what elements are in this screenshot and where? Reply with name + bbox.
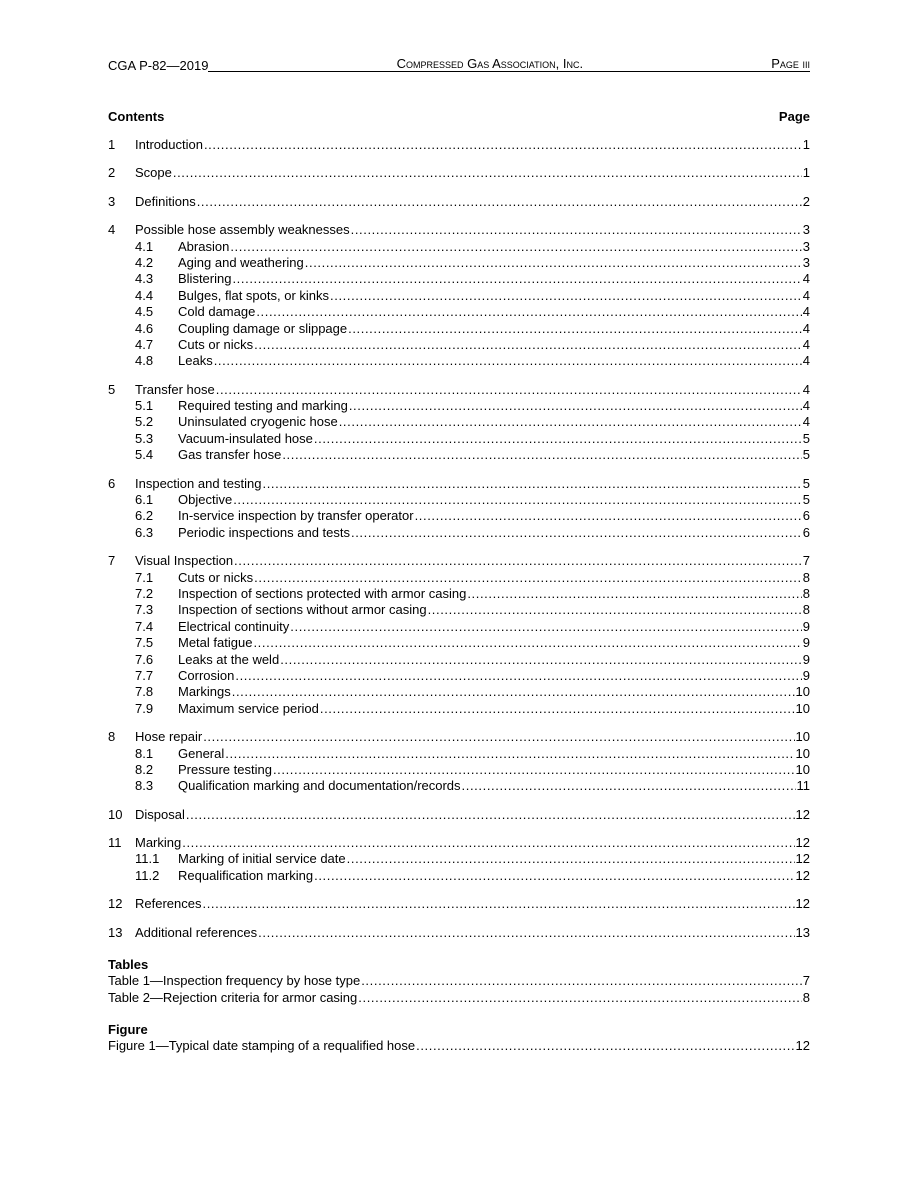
toc-dot-leader <box>280 652 802 668</box>
toc-dot-leader <box>290 619 801 635</box>
tables-heading: Tables <box>108 957 149 972</box>
toc-entry[interactable] <box>108 835 810 851</box>
toc-entry-number: 6.2 <box>135 508 154 524</box>
toc-subentry[interactable] <box>108 684 810 700</box>
toc-entry-title: Marking of initial service date <box>178 851 346 867</box>
contents-title: Contents <box>108 109 165 124</box>
toc-entry-number: 8.1 <box>135 745 154 761</box>
toc-dot-leader <box>234 553 802 569</box>
toc-entry-number: 8 <box>108 729 116 745</box>
contents-heading <box>108 109 810 125</box>
toc-entry[interactable] <box>108 194 810 210</box>
toc-dot-leader <box>428 602 802 618</box>
table-of-contents <box>108 137 810 953</box>
toc-entry[interactable] <box>108 476 810 492</box>
toc-entry-number: 5.1 <box>135 398 154 414</box>
toc-entry-title: Electrical continuity <box>178 618 290 634</box>
figures-heading: Figure <box>108 1022 148 1037</box>
toc-entry-page: 10 <box>795 700 810 716</box>
toc-entry-number: 13 <box>108 924 123 940</box>
toc-dot-leader <box>314 868 794 884</box>
toc-entry-number: 10 <box>108 806 123 822</box>
toc-entry-page: 6 <box>802 524 810 540</box>
toc-entry-title: Objective <box>178 492 233 508</box>
toc-subentry[interactable] <box>108 778 810 794</box>
toc-entry-title: Inspection of sections protected with armor casing <box>178 585 467 601</box>
toc-dot-leader <box>351 222 802 238</box>
toc-entry-title: Figure 1—Typical date stamping of a requalified hose <box>108 1038 416 1054</box>
table-list-entry[interactable] <box>108 973 810 989</box>
toc-section-10 <box>108 807 810 823</box>
toc-subentry[interactable] <box>108 447 810 463</box>
toc-subentry[interactable] <box>108 701 810 717</box>
toc-entry-page: 4 <box>802 353 810 369</box>
toc-entry-title: References <box>135 896 202 912</box>
toc-entry[interactable] <box>108 925 810 941</box>
toc-entry-page: 12 <box>795 867 810 883</box>
toc-entry-number: 4.5 <box>135 304 154 320</box>
toc-entry-title: Disposal <box>135 806 185 822</box>
toc-entry-title: Inspection of sections without armor casing <box>178 602 427 618</box>
toc-entry-number: 2 <box>108 165 116 181</box>
toc-entry-title: Blistering <box>178 271 232 287</box>
toc-subentry[interactable] <box>108 288 810 304</box>
figure-list-entry[interactable] <box>108 1038 810 1054</box>
toc-dot-leader <box>282 447 801 463</box>
toc-entry-title: Cuts or nicks <box>178 569 254 585</box>
toc-entry-title: Additional references <box>135 924 258 940</box>
toc-entry-page: 5 <box>802 430 810 446</box>
toc-entry-page: 13 <box>795 924 810 940</box>
toc-entry[interactable] <box>108 165 810 181</box>
toc-subentry[interactable] <box>108 525 810 541</box>
toc-dot-leader <box>348 321 802 337</box>
toc-entry-page: 8 <box>802 989 810 1005</box>
toc-entry-number: 5.4 <box>135 447 154 463</box>
toc-dot-leader <box>330 288 802 304</box>
toc-entry-title: Possible hose assembly weaknesses <box>135 222 350 238</box>
contents-page-label: Page <box>778 109 810 124</box>
toc-entry-page: 10 <box>795 684 810 700</box>
toc-section-12 <box>108 896 810 912</box>
toc-entry-number: 4.1 <box>135 238 154 254</box>
toc-entry-number: 11 <box>108 835 122 851</box>
toc-section-6 <box>108 476 810 542</box>
toc-entry-title: General <box>178 745 225 761</box>
toc-entry-page: 4 <box>802 336 810 352</box>
toc-entry-title: Gas transfer hose <box>178 447 282 463</box>
toc-subentry[interactable] <box>108 508 810 524</box>
toc-dot-leader <box>182 835 794 851</box>
toc-entry-title: Hose repair <box>135 729 203 745</box>
toc-subentry[interactable] <box>108 337 810 353</box>
toc-entry-number: 7.5 <box>135 635 154 651</box>
header-rule <box>208 56 771 72</box>
toc-entry-title: Cuts or nicks <box>178 336 254 352</box>
toc-entry[interactable] <box>108 137 810 153</box>
toc-entry-title: Requalification marking <box>178 867 314 883</box>
toc-subentry[interactable] <box>108 868 810 884</box>
toc-entry-number: 7.2 <box>135 585 154 601</box>
toc-entry-number: 4.8 <box>135 353 154 369</box>
toc-entry[interactable] <box>108 896 810 912</box>
toc-subentry[interactable] <box>108 619 810 635</box>
toc-entry-number: 6.3 <box>135 524 154 540</box>
toc-section-2 <box>108 165 810 181</box>
toc-dot-leader <box>254 337 802 353</box>
toc-subentry[interactable] <box>108 570 810 586</box>
toc-dot-leader <box>197 194 802 210</box>
toc-entry-number: 7.9 <box>135 700 154 716</box>
toc-entry-page: 11 <box>796 778 810 794</box>
toc-dot-leader <box>214 353 802 369</box>
toc-subentry[interactable] <box>108 431 810 447</box>
toc-entry-title: Maximum service period <box>178 700 319 716</box>
toc-entry-number: 3 <box>108 193 116 209</box>
toc-entry-title: Periodic inspections and tests <box>178 524 350 540</box>
toc-section-3 <box>108 194 810 210</box>
toc-entry-page: 8 <box>802 569 810 585</box>
toc-subentry[interactable] <box>108 255 810 271</box>
toc-entry-page: 4 <box>802 381 810 397</box>
toc-dot-leader <box>339 414 802 430</box>
toc-section-5 <box>108 382 810 464</box>
toc-entry-page: 4 <box>802 271 810 287</box>
toc-entry-page: 3 <box>802 222 810 238</box>
toc-dot-leader <box>351 525 802 541</box>
toc-entry[interactable] <box>108 382 810 398</box>
toc-dot-leader <box>320 701 795 717</box>
toc-dot-leader <box>173 165 802 181</box>
toc-dot-leader <box>258 925 794 941</box>
toc-entry-page: 1 <box>802 165 810 181</box>
toc-entry-title: Aging and weathering <box>178 254 304 270</box>
toc-subentry[interactable] <box>108 321 810 337</box>
toc-entry-page: 3 <box>802 254 810 270</box>
toc-entry-title: Metal fatigue <box>178 635 253 651</box>
toc-subentry[interactable] <box>108 586 810 602</box>
toc-entry-number: 1 <box>108 137 116 152</box>
toc-dot-leader <box>467 586 801 602</box>
toc-entry-page: 6 <box>802 508 810 524</box>
header-doc-id: CGA P-82—2019 <box>108 58 209 73</box>
toc-entry-page: 9 <box>802 651 810 667</box>
toc-entry-page: 4 <box>802 304 810 320</box>
toc-subentry[interactable] <box>108 304 810 320</box>
table-list-entry[interactable] <box>108 990 810 1006</box>
toc-section-4 <box>108 222 810 370</box>
toc-entry-number: 4 <box>108 222 116 238</box>
toc-entry-title: Pressure testing <box>178 761 272 777</box>
toc-dot-leader <box>347 851 795 867</box>
toc-subentry[interactable] <box>108 414 810 430</box>
toc-entry-number: 7.3 <box>135 602 154 618</box>
page-header <box>108 56 810 73</box>
toc-subentry[interactable] <box>108 746 810 762</box>
toc-entry-title: Definitions <box>135 193 196 209</box>
toc-entry-page: 10 <box>795 745 810 761</box>
toc-dot-leader <box>232 271 801 287</box>
toc-entry[interactable] <box>108 222 810 238</box>
toc-entry-page: 10 <box>795 729 810 745</box>
toc-entry-title: In-service inspection by transfer operator <box>178 508 414 524</box>
toc-entry-title: Inspection and testing <box>135 475 262 491</box>
toc-entry-title: Markings <box>178 684 231 700</box>
toc-entry-number: 8.3 <box>135 778 154 794</box>
toc-entry-page: 12 <box>795 851 810 867</box>
toc-dot-leader <box>358 990 801 1006</box>
toc-entry-title: Visual Inspection <box>135 553 234 569</box>
toc-subentry[interactable] <box>108 668 810 684</box>
toc-entry-title: Introduction <box>135 137 203 152</box>
toc-section-11 <box>108 835 810 884</box>
toc-entry-title: Coupling damage or slippage <box>178 320 348 336</box>
toc-subentry[interactable] <box>108 353 810 369</box>
toc-section-13 <box>108 925 810 941</box>
toc-entry-page: 7 <box>802 553 810 569</box>
toc-entry-number: 7.1 <box>135 569 154 585</box>
toc-entry-title: Scope <box>135 165 172 181</box>
toc-dot-leader <box>225 746 794 762</box>
toc-dot-leader <box>233 492 802 508</box>
list-of-tables <box>108 957 810 1006</box>
toc-dot-leader <box>204 137 802 153</box>
toc-entry-number: 7.7 <box>135 667 154 683</box>
toc-dot-leader <box>349 398 802 414</box>
toc-section-8 <box>108 729 810 795</box>
toc-subentry[interactable] <box>108 492 810 508</box>
toc-dot-leader <box>416 1038 794 1054</box>
toc-entry-number: 12 <box>108 896 123 912</box>
toc-subentry[interactable] <box>108 652 810 668</box>
toc-entry-number: 7.4 <box>135 618 154 634</box>
toc-dot-leader <box>256 304 801 320</box>
toc-entry-page: 10 <box>795 761 810 777</box>
toc-entry-page: 9 <box>802 618 810 634</box>
toc-entry-title: Transfer hose <box>135 381 215 397</box>
toc-section-7 <box>108 553 810 717</box>
toc-entry-page: 4 <box>802 398 810 414</box>
toc-entry-page: 4 <box>802 287 810 303</box>
toc-entry-page: 9 <box>802 635 810 651</box>
toc-section-1 <box>108 137 810 153</box>
toc-entry-page: 2 <box>802 193 810 209</box>
toc-dot-leader <box>254 570 802 586</box>
toc-dot-leader <box>203 729 794 745</box>
toc-entry-number: 7 <box>108 553 116 569</box>
toc-entry-number: 6.1 <box>135 492 154 508</box>
toc-entry-number: 11.2 <box>135 867 160 883</box>
toc-entry-number: 4.4 <box>135 287 154 303</box>
toc-dot-leader <box>415 508 802 524</box>
toc-entry-number: 4.2 <box>135 254 154 270</box>
toc-entry-page: 4 <box>802 320 810 336</box>
toc-dot-leader <box>216 382 802 398</box>
toc-entry-title: Uninsulated cryogenic hose <box>178 414 338 430</box>
toc-dot-leader <box>361 973 802 989</box>
toc-entry-number: 5 <box>108 381 116 397</box>
toc-entry-page: 5 <box>802 492 810 508</box>
toc-entry-number: 11.1 <box>135 851 160 867</box>
toc-entry-page: 12 <box>795 806 810 822</box>
toc-dot-leader <box>253 635 801 651</box>
toc-entry-page: 12 <box>795 1038 810 1054</box>
toc-dot-leader <box>232 684 795 700</box>
toc-entry-page: 8 <box>802 585 810 601</box>
toc-subentry[interactable] <box>108 271 810 287</box>
toc-entry-title: Table 2—Rejection criteria for armor casing <box>108 989 358 1005</box>
toc-entry-page: 5 <box>802 475 810 491</box>
toc-entry-number: 7.8 <box>135 684 154 700</box>
toc-dot-leader <box>202 896 794 912</box>
toc-entry-page: 5 <box>802 447 810 463</box>
toc-entry-page: 4 <box>802 414 810 430</box>
toc-entry-number: 6 <box>108 475 116 491</box>
toc-dot-leader <box>186 807 795 823</box>
toc-subentry[interactable] <box>108 398 810 414</box>
toc-entry-title: Marking <box>135 835 182 851</box>
toc-dot-leader <box>305 255 802 271</box>
toc-dot-leader <box>462 778 796 794</box>
header-page-number: Page iii <box>771 56 810 71</box>
toc-subentry[interactable] <box>108 851 810 867</box>
toc-entry-title: Qualification marking and documentation/records <box>178 778 461 794</box>
toc-entry-number: 4.6 <box>135 320 154 336</box>
toc-entry-title: Vacuum-insulated hose <box>178 430 313 446</box>
toc-entry-title: Bulges, flat spots, or kinks <box>178 287 330 303</box>
toc-entry-title: Abrasion <box>178 238 230 254</box>
toc-entry-number: 4.7 <box>135 336 154 352</box>
toc-entry-title: Cold damage <box>178 304 256 320</box>
toc-subentry[interactable] <box>108 239 810 255</box>
toc-entry-number: 8.2 <box>135 761 154 777</box>
toc-entry-title: Table 1—Inspection frequency by hose type <box>108 973 361 989</box>
toc-entry-number: 4.3 <box>135 271 154 287</box>
toc-entry-number: 5.3 <box>135 430 154 446</box>
toc-entry[interactable] <box>108 729 810 745</box>
toc-entry[interactable] <box>108 807 810 823</box>
toc-dot-leader <box>235 668 801 684</box>
toc-dot-leader <box>262 476 801 492</box>
toc-dot-leader <box>314 431 802 447</box>
toc-entry-title: Required testing and marking <box>178 398 348 414</box>
toc-entry-number: 7.6 <box>135 651 154 667</box>
toc-entry-page: 9 <box>802 667 810 683</box>
header-org: Compressed Gas Association, Inc. <box>396 56 584 71</box>
toc-subentry[interactable] <box>108 762 810 778</box>
toc-subentry[interactable] <box>108 635 810 651</box>
list-of-figures <box>108 1022 810 1055</box>
toc-entry-page: 12 <box>795 896 810 912</box>
toc-entry-title: Corrosion <box>178 667 235 683</box>
toc-entry-page: 1 <box>802 137 810 152</box>
toc-entry[interactable] <box>108 553 810 569</box>
toc-entry-title: Leaks at the weld <box>178 651 280 667</box>
toc-entry-page: 8 <box>802 602 810 618</box>
toc-dot-leader <box>273 762 795 778</box>
toc-entry-title: Leaks <box>178 353 213 369</box>
toc-subentry[interactable] <box>108 602 810 618</box>
toc-entry-number: 5.2 <box>135 414 154 430</box>
toc-dot-leader <box>230 239 801 255</box>
toc-entry-page: 7 <box>802 973 810 989</box>
toc-entry-page: 12 <box>795 835 810 851</box>
toc-entry-page: 3 <box>802 238 810 254</box>
